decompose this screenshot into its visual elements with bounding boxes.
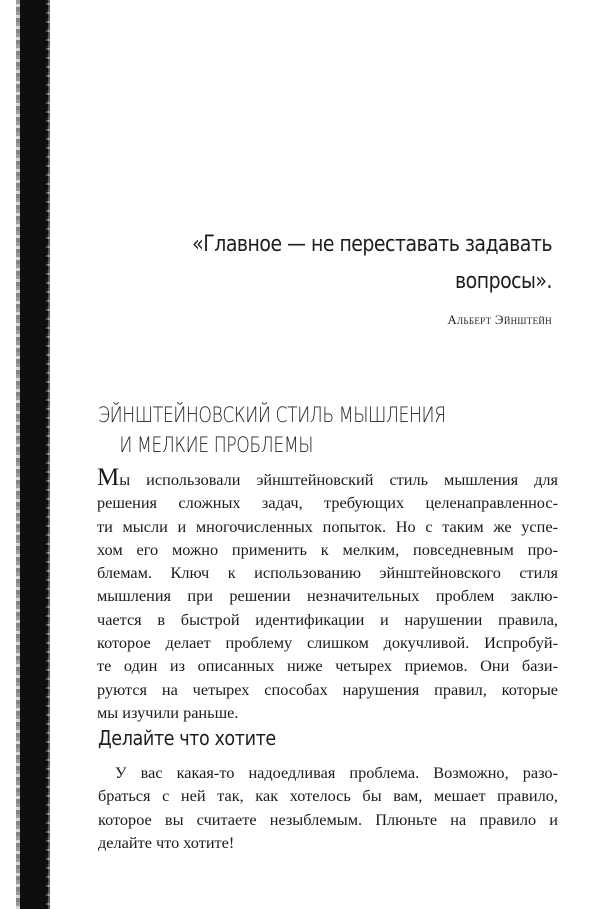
paragraph-line: блемам. Ключ к использованию эйнштейновского стиля <box>97 563 558 583</box>
scan-spine-texture <box>46 0 50 909</box>
paragraph-line: делайте что хотите! <box>98 832 235 852</box>
section-heading <box>98 400 446 460</box>
quote-line: вопросы». <box>455 269 552 294</box>
paragraph-line: хом его можно применить к мелким, повседневным про- <box>97 539 558 559</box>
paragraph-line-text: ы использовали эйнштейновский стиль мышления для <box>119 470 558 489</box>
paragraph-line: мы изучили раньше. <box>97 702 239 722</box>
paragraph-line: ти мысли и многочисленных попыток. Но с таким же успе- <box>97 516 558 536</box>
paragraph-line: чается в быстрой идентификации и нарушении правила, <box>97 609 558 629</box>
subsection-heading: Делайте что хотите <box>98 726 276 750</box>
paragraph-line: те один из описанных ниже четырех приемов. Они бази- <box>97 656 558 676</box>
section-paragraph <box>97 466 558 724</box>
quote-line: «Главное — не переставать задавать <box>192 232 553 257</box>
heading-line: ЭЙНШТЕЙНОВСКИЙ СТИЛЬ МЫШЛЕНИЯ <box>98 403 446 427</box>
paragraph-line: У вас какая-то надоедливая проблема. Возможно, разо- <box>115 763 558 782</box>
scan-spine-shadow <box>20 0 48 909</box>
quote-author: Альберт Эйнштейн <box>447 312 552 327</box>
paragraph-line <box>97 466 558 491</box>
paragraph-line: руются на четырех способах нарушения правил, которые <box>97 679 558 699</box>
paragraph-line: которое вы считаете незыблемым. Плюньте на правило и <box>98 809 558 829</box>
heading-line: И МЕЛКИЕ ПРОБЛЕМЫ <box>119 433 314 457</box>
paragraph-line: браться с ней так, как хотелось бы вам, мешает правило, <box>98 786 558 806</box>
paragraph-line: мышления при решении незначительных проблем заклю- <box>97 586 558 606</box>
paragraph-line: решения сложных задач, требующих целенаправленнос- <box>97 493 558 513</box>
epigraph-quote <box>191 226 552 300</box>
drop-cap: М <box>97 464 120 491</box>
paragraph-line: которое делает проблему слишком докучливой. Испробуй- <box>97 633 558 653</box>
subsection-paragraph <box>98 761 558 854</box>
